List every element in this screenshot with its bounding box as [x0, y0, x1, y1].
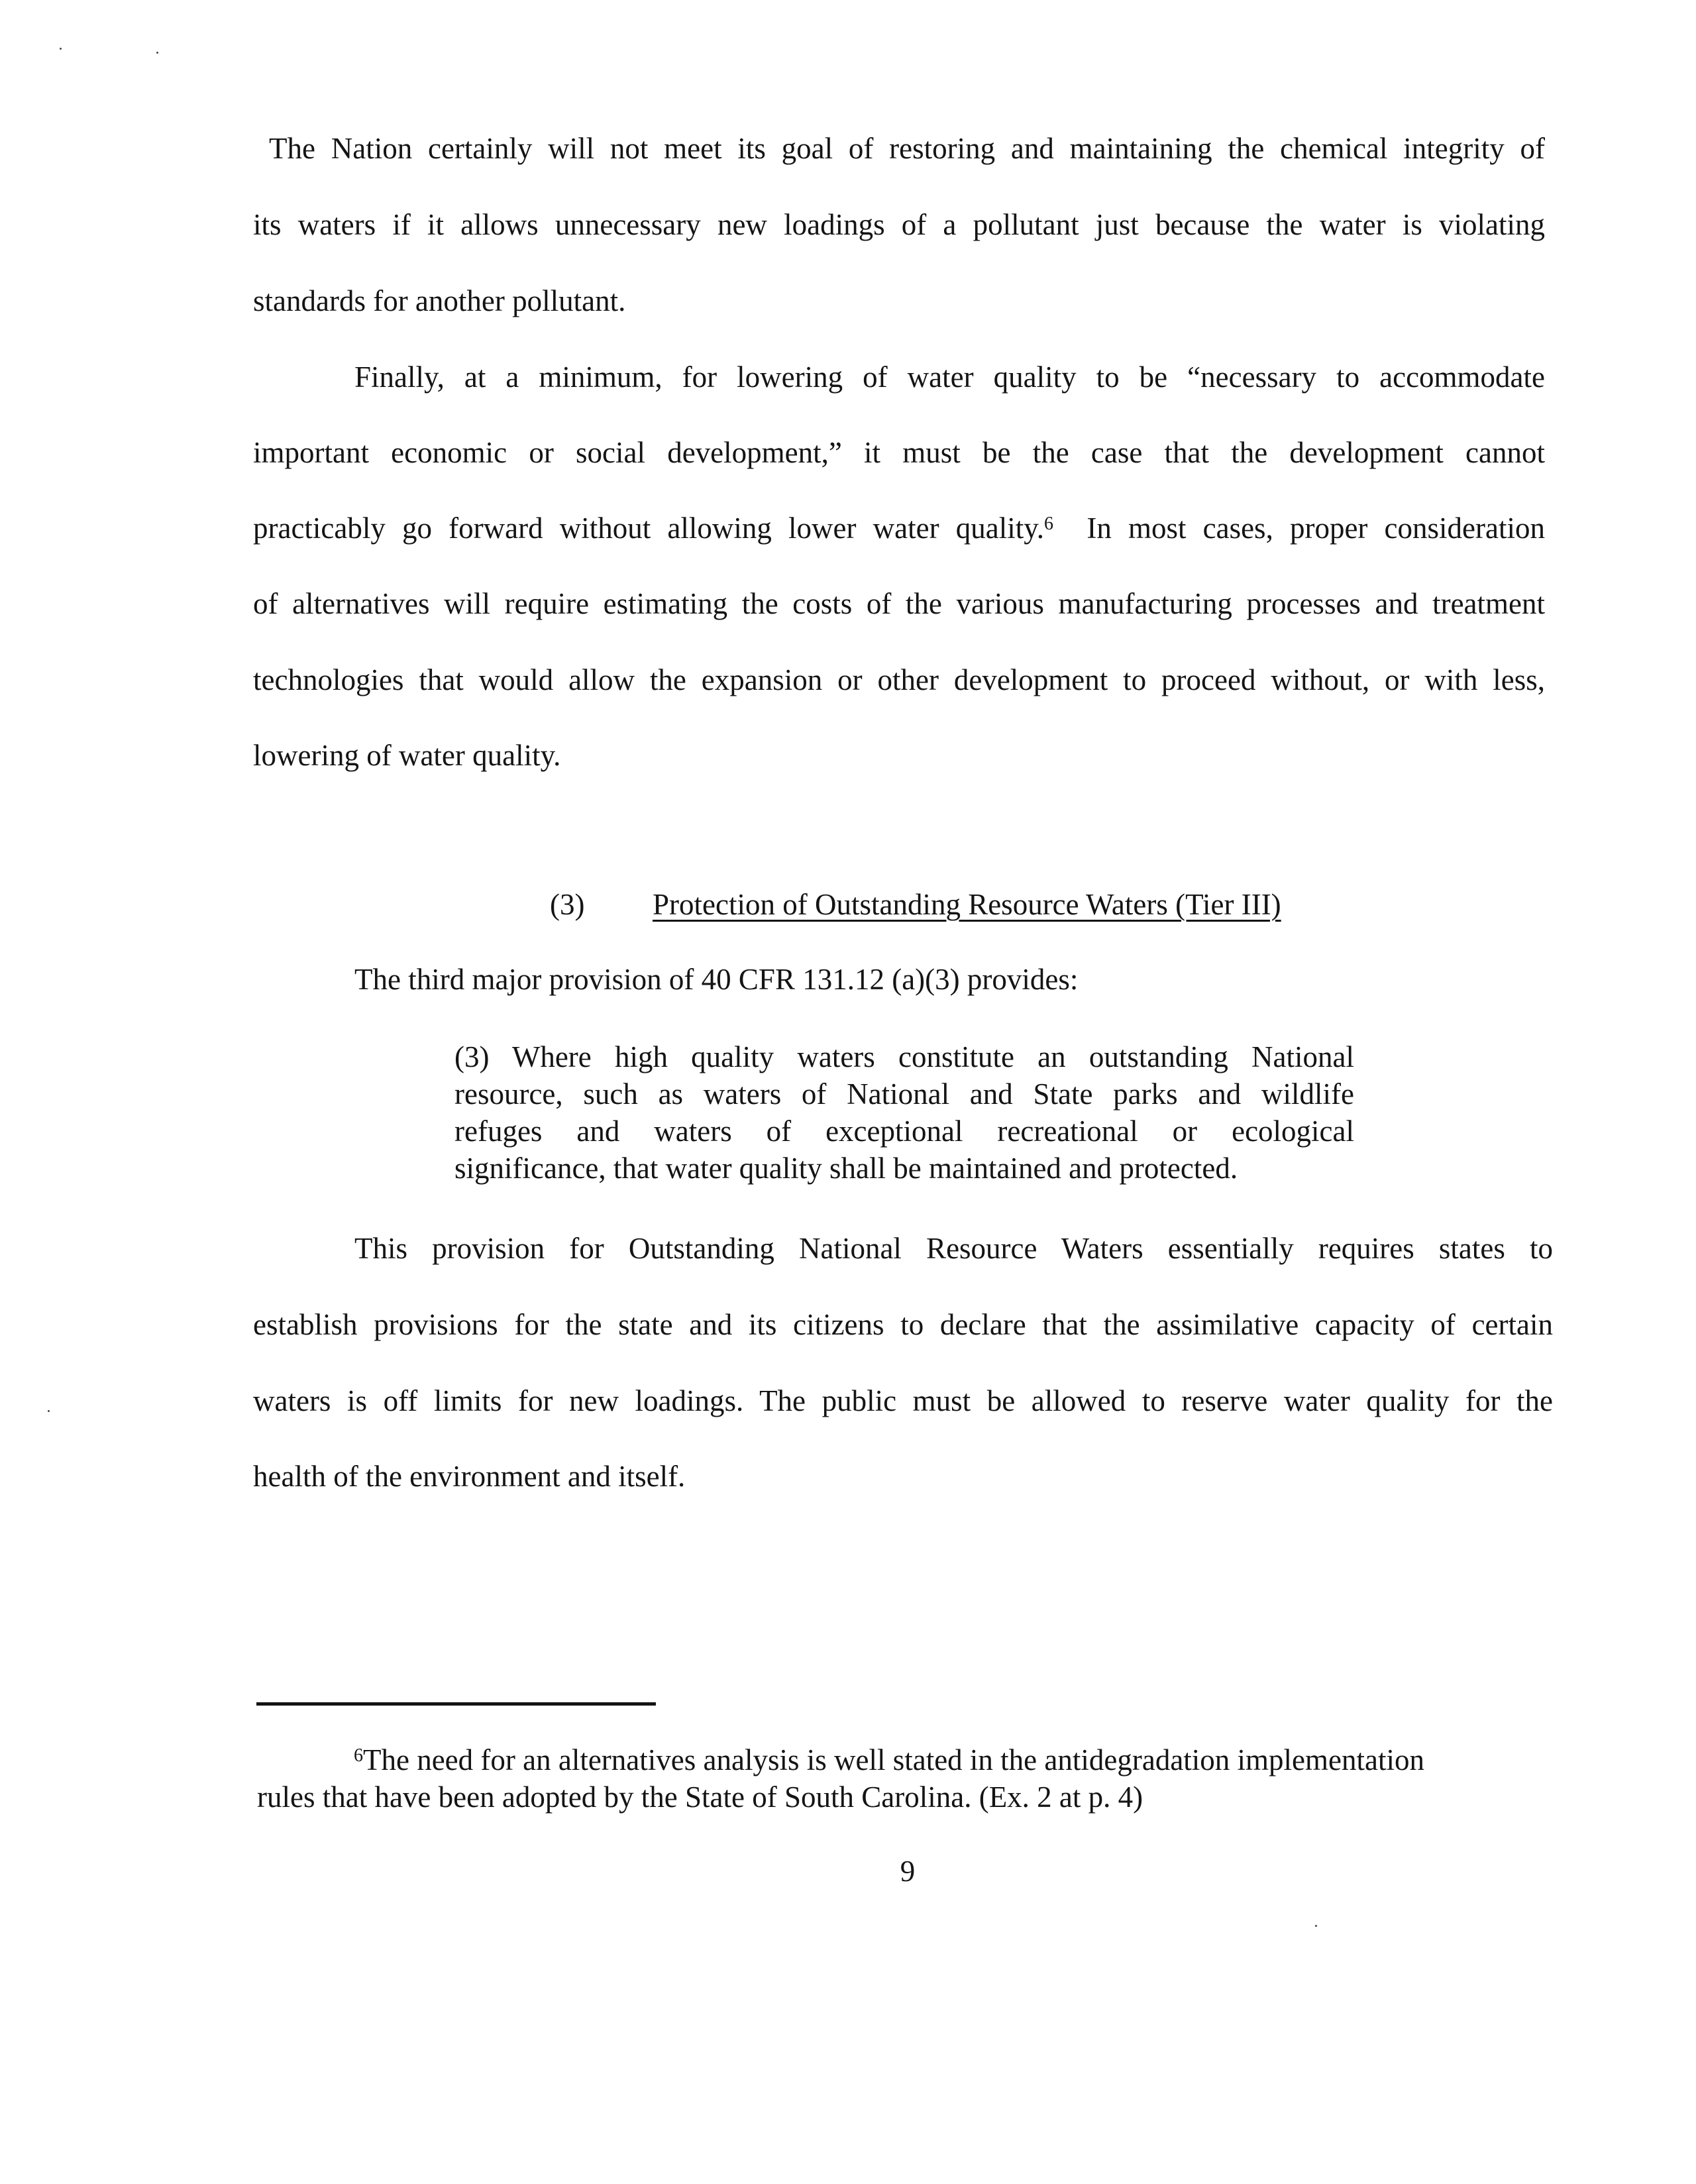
- block-quote-line-4: significance, that water quality shall be maintained and protected.: [454, 1152, 1238, 1185]
- paragraph-2-line-4: of alternatives will require estimating the costs of the various manufacturing processes and treatment: [253, 587, 1545, 620]
- paragraph-1-line-2: its waters if it allows unnecessary new loadings of a pollutant just because the water is violating: [253, 208, 1545, 241]
- paragraph-1-line-3: standards for another pollutant.: [253, 284, 626, 317]
- section-number: (3): [550, 888, 585, 921]
- paragraph-3-line-3: waters is off limits for new loadings. The public must be allowed to reserve water quality for the: [253, 1384, 1553, 1417]
- scan-speck: [1315, 1925, 1317, 1927]
- footnote-divider: [256, 1702, 656, 1706]
- scan-speck: [48, 1410, 50, 1412]
- footnote-line-1-text: The need for an alternatives analysis is well stated in the antidegradation implementation: [363, 1743, 1424, 1776]
- paragraph-1-line-1: The Nation certainly will not meet its goal of restoring and maintaining the chemical integrity of: [269, 132, 1545, 165]
- paragraph-2-line-3-continuation: In most cases, proper consideration: [1086, 512, 1545, 545]
- block-quote-line-2: resource, such as waters of National and State parks and wildlife: [454, 1077, 1354, 1111]
- paragraph-2-line-3-text: practicably go forward without allowing lower water quality.: [253, 512, 1045, 545]
- paragraph-2-line-6: lowering of water quality.: [253, 739, 561, 772]
- paragraph-2-line-2: important economic or social development,” it must be the case that the development cannot: [253, 436, 1545, 469]
- footnote-line-1: [354, 1741, 1548, 1778]
- paragraph-2-line-3: [253, 510, 1545, 547]
- section-title: Protection of Outstanding Resource Waters (Tier III): [653, 888, 1281, 921]
- page-number: 9: [900, 1855, 916, 1888]
- footnote-reference: 6: [1044, 514, 1054, 534]
- block-quote-line-3: refuges and waters of exceptional recreational or ecological: [454, 1115, 1354, 1148]
- footnote-line-2: rules that have been adopted by the State of South Carolina. (Ex. 2 at p. 4): [257, 1780, 1143, 1814]
- scan-speck: [60, 48, 62, 50]
- paragraph-3-line-4: health of the environment and itself.: [253, 1460, 686, 1493]
- block-quote-line-1: (3) Where high quality waters constitute an outstanding National: [454, 1040, 1354, 1073]
- scan-speck: [156, 52, 158, 54]
- intro-line: The third major provision of 40 CFR 131.12 (a)(3) provides:: [354, 963, 1079, 996]
- paragraph-3-line-1: This provision for Outstanding National Resource Waters essentially requires states to: [354, 1232, 1553, 1265]
- paragraph-3-line-2: establish provisions for the state and its citizens to declare that the assimilative capacity of certain: [253, 1308, 1553, 1341]
- paragraph-2-line-1: Finally, at a minimum, for lowering of water quality to be “necessary to accommodate: [354, 360, 1545, 394]
- footnote-marker: 6: [354, 1745, 363, 1766]
- paragraph-2-line-5: technologies that would allow the expansion or other development to proceed without, or with less,: [253, 663, 1545, 696]
